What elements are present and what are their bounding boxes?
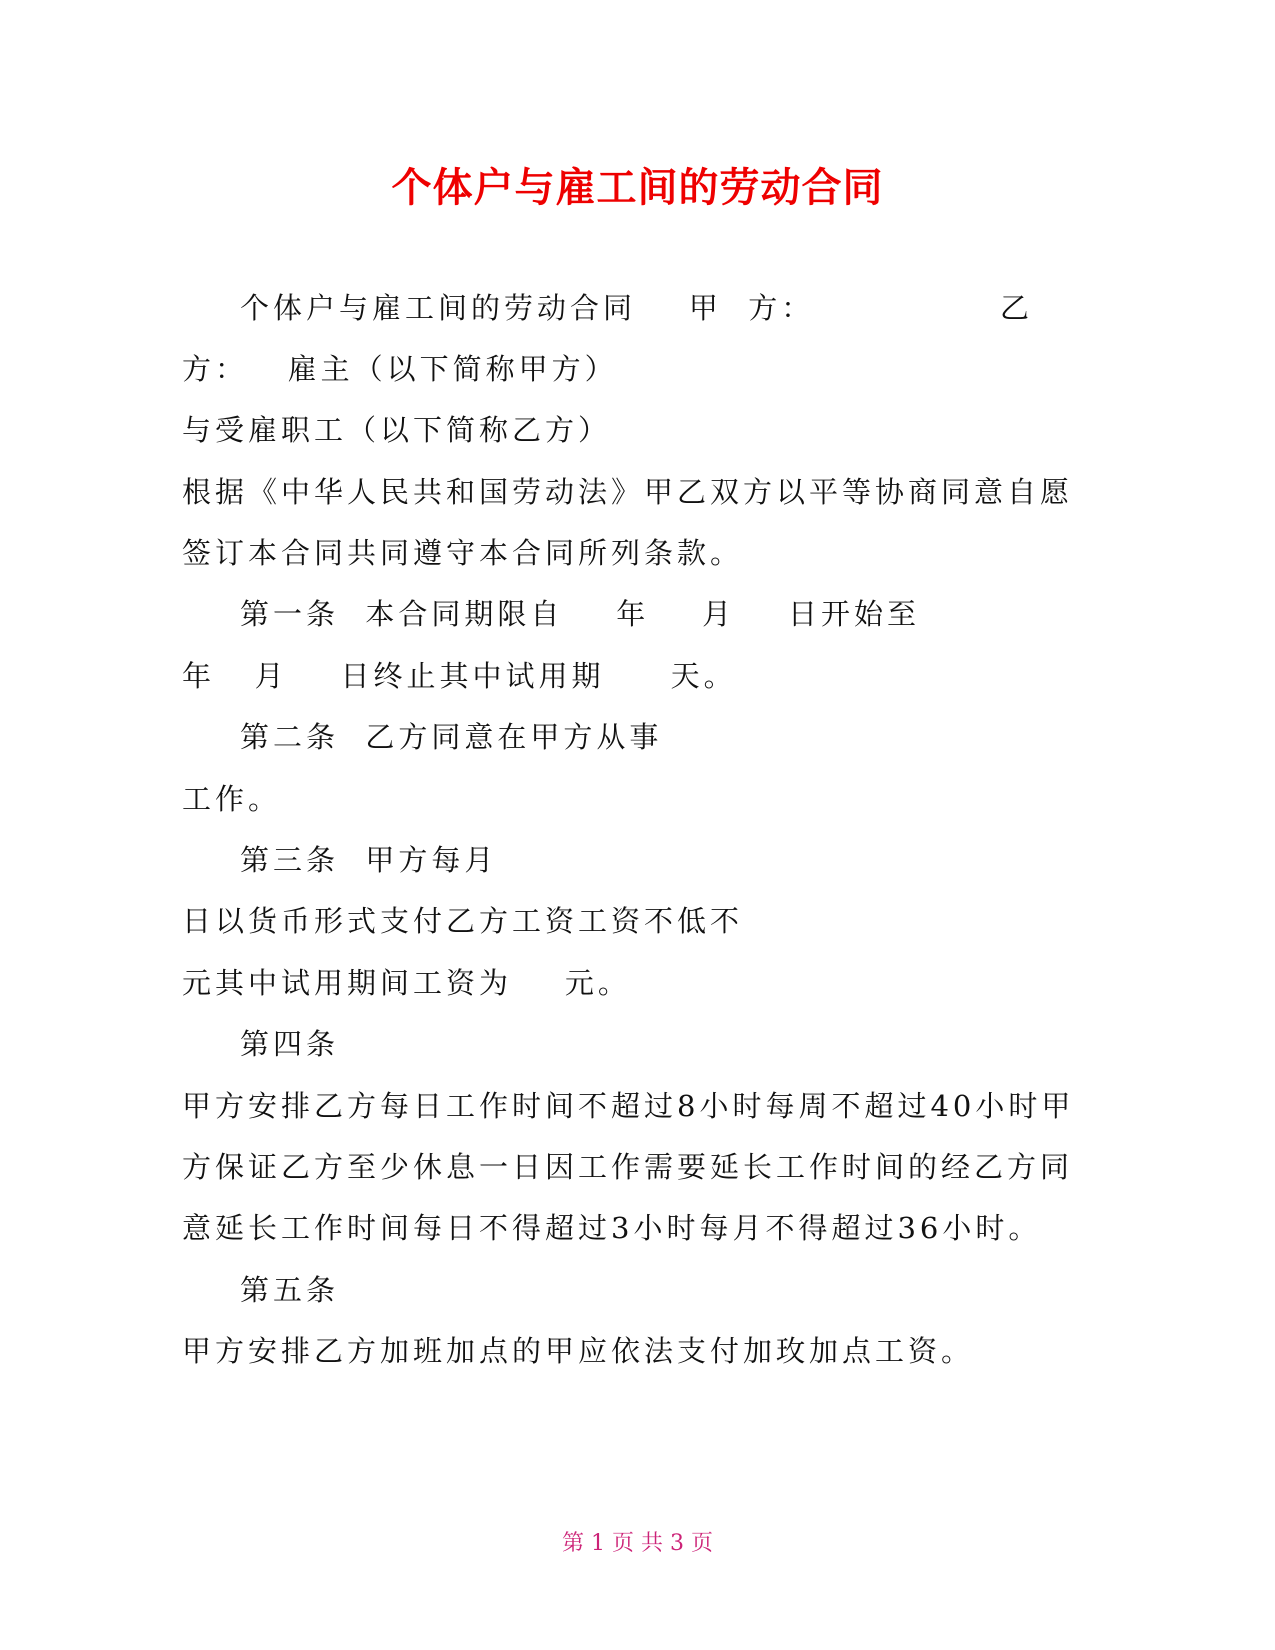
article-4-line-1: 甲方安排乙方每日工作时间不超过8小时每周不超过40小时甲 bbox=[182, 1089, 1075, 1123]
body-line-1-right: 乙 bbox=[1000, 291, 1034, 325]
article-4-line-2: 方保证乙方至少休息一日因工作需要延长工作时间的经乙方同 bbox=[182, 1150, 1074, 1184]
article-3-line-2: 日以货币形式支付乙方工资工资不低不 bbox=[182, 904, 744, 938]
document-title: 个体户与雇工间的劳动合同 bbox=[391, 165, 884, 211]
body-line-1: 个体户与雇工间的劳动合同 甲 方： bbox=[240, 291, 815, 325]
article-5-heading: 第五条 bbox=[240, 1273, 340, 1307]
article-4-heading: 第四条 bbox=[240, 1027, 340, 1061]
page-number-footer: 第 1 页 共 3 页 bbox=[562, 1531, 713, 1556]
body-line-2: 方： 雇主（以下简称甲方） bbox=[182, 352, 618, 386]
body-line-5: 签订本合同共同遵守本合同所列条款。 bbox=[182, 536, 744, 570]
article-4-line-3: 意延长工作时间每日不得超过3小时每月不得超过36小时。 bbox=[182, 1211, 1042, 1245]
article-2-line-1: 第二条 乙方同意在甲方从事 bbox=[240, 720, 663, 754]
article-5-line-1: 甲方安排乙方加班加点的甲应依法支付加玫加点工资。 bbox=[182, 1334, 975, 1368]
article-1-line-1: 第一条 本合同期限自 年 月 日开始至 bbox=[240, 597, 921, 631]
article-2-line-2: 工作。 bbox=[182, 782, 282, 816]
article-3-line-1: 第三条 甲方每月 bbox=[240, 843, 498, 877]
body-line-4: 根据《中华人民共和国劳动法》甲乙双方以平等协商同意自愿 bbox=[182, 475, 1074, 509]
article-3-line-3: 元其中试用期间工资为 元。 bbox=[182, 966, 631, 1000]
article-1-line-2: 年 月 日终止其中试用期 天。 bbox=[182, 659, 737, 693]
body-line-3: 与受雇职工（以下简称乙方） bbox=[182, 413, 612, 447]
